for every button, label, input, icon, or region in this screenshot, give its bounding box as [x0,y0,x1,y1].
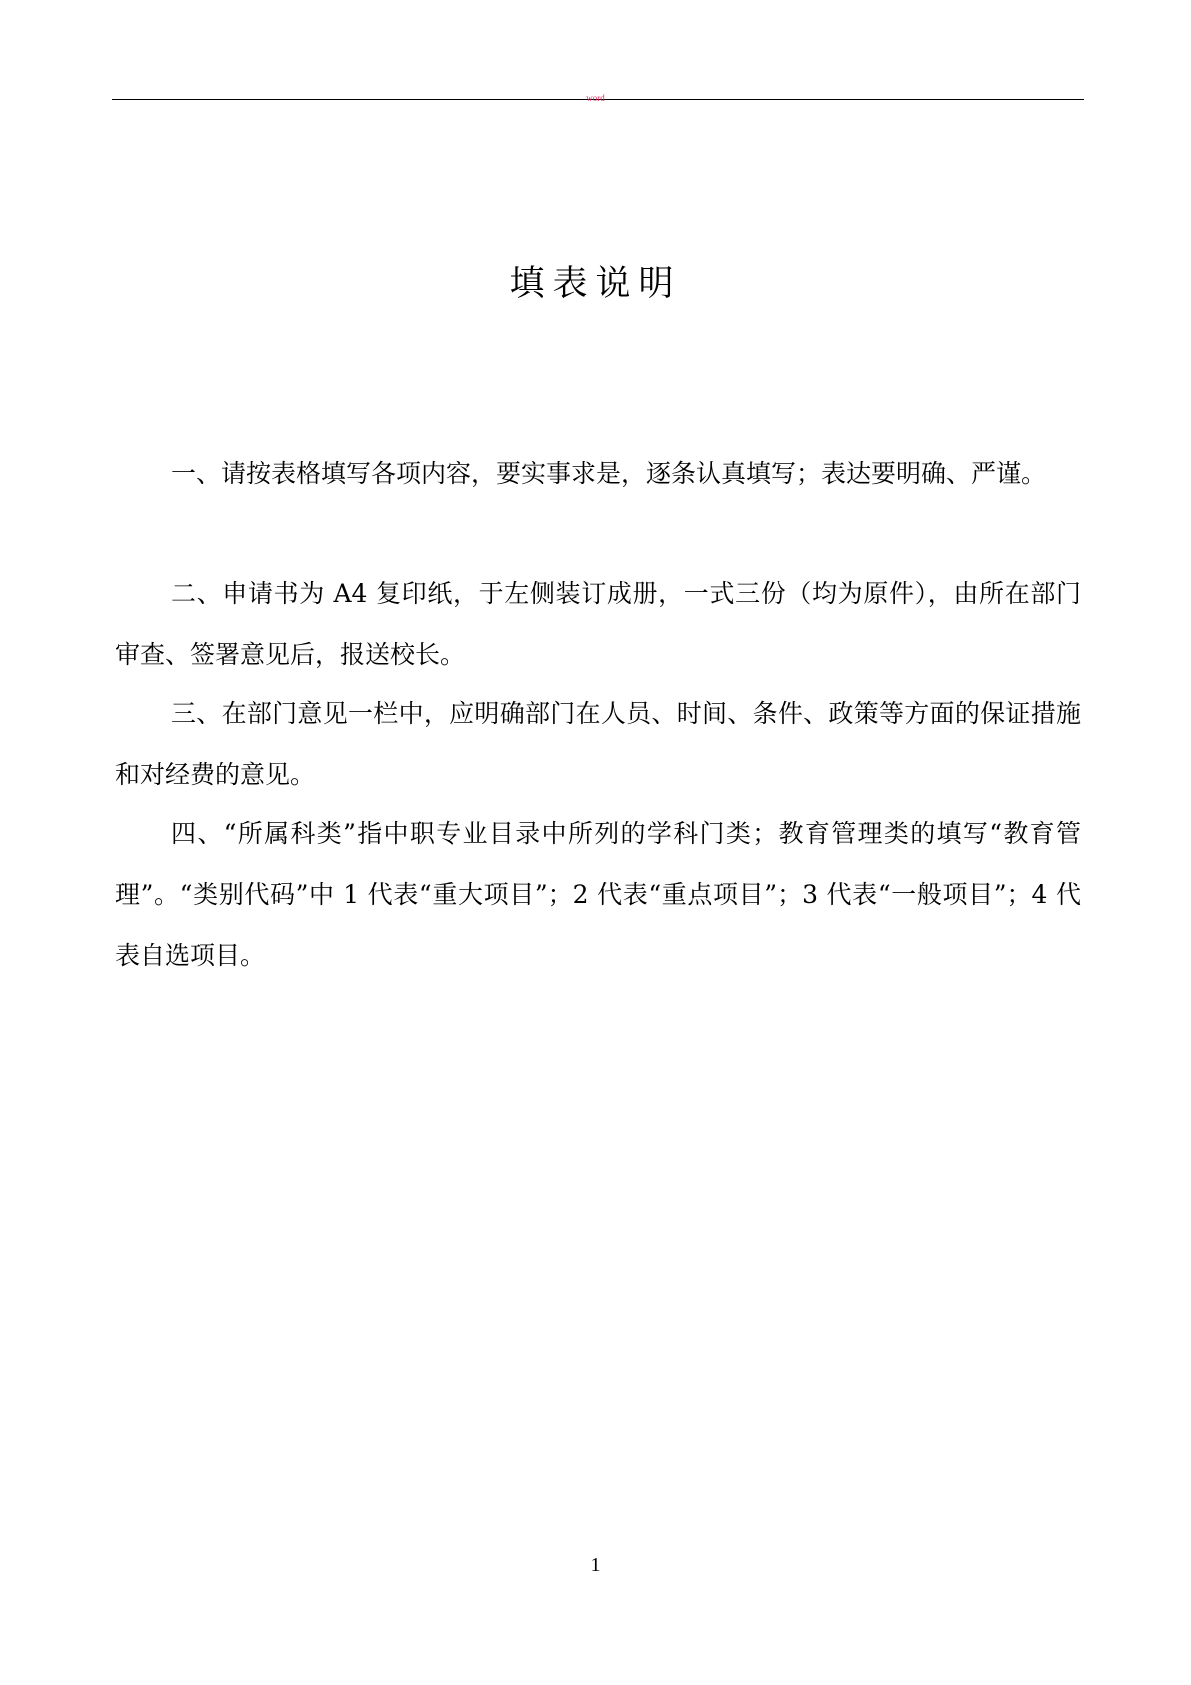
instruction-paragraph-4: 四、“所属科类”指中职专业目录中所列的学科门类；教育管理类的填写“教育管理”。“类别代码”中 1 代表“重大项目”；2 代表“重点项目”；3 代表“一般项目”；4 代表自选项目。 [115,819,1081,970]
instruction-paragraph-3: 三、在部门意见一栏中，应明确部门在人员、时间、条件、政策等方面的保证措施和对经费的意见。 [115,699,1081,789]
instruction-paragraph-2: 二、申请书为 A4 复印纸，于左侧装订成册，一式三份（均为原件），由所在部门审查、签署意见后，报送校长。 [115,579,1081,669]
instruction-paragraph-1: 一、请按表格填写各项内容，要实事求是，逐条认真填写；表达要明确、严谨。 [171,459,1047,488]
header-watermark: word [586,93,605,103]
document-title: 填表说明 [509,264,682,304]
page-number: 1 [590,1554,601,1576]
